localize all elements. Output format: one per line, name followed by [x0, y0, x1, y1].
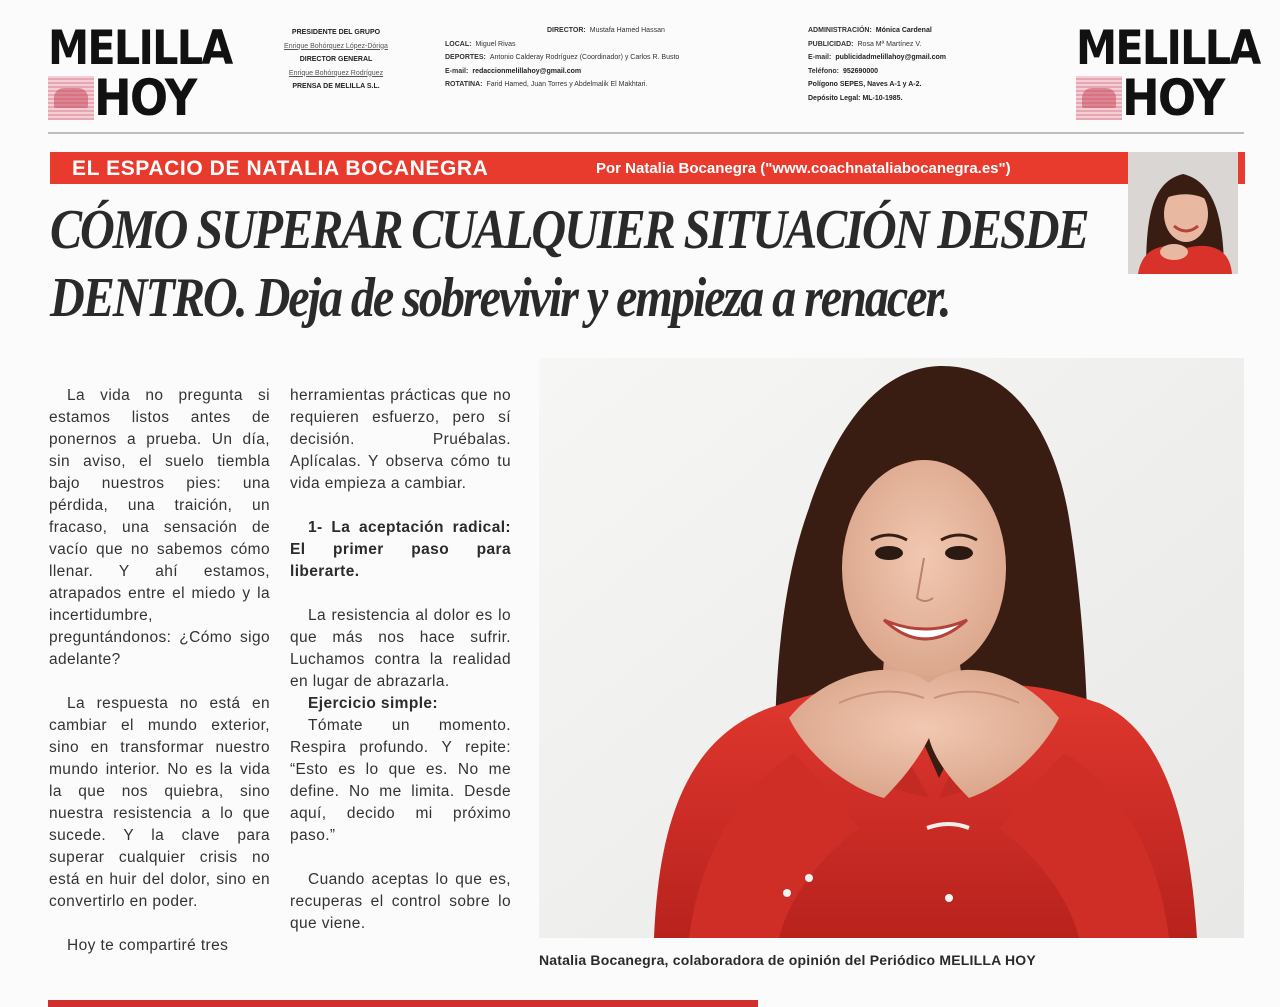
logo-photo-block [1076, 76, 1122, 120]
staff-email: redaccionmelillahoy@gmail.com [472, 67, 582, 75]
author-thumbnail [1128, 152, 1238, 274]
admin-email: publicidadmelillahoy@gmail.com [835, 54, 947, 61]
column2-heading-1: 1- La aceptación radical: El primer paso para liberarte. [290, 519, 511, 580]
column1-paragraph-2: La respuesta no está en cambiar el mundo exterior, sino en transformar nuestro mundo interior. No es la vida la que nos quiebra, sino nuestra resistencia a lo que sucede. Y la clave para superar cualquier crisis no está en huir del dolor, sino en convertirlo en poder. [49, 695, 270, 910]
logo-text-bottom: HOY [1122, 69, 1224, 127]
deposito-legal: Depósito Legal: ML-10-1985. [808, 94, 903, 102]
author-thumbnail-image [1128, 152, 1238, 274]
logo-right [1076, 21, 1260, 127]
director-name: Mustafa Hamed Hassan [589, 27, 665, 34]
admin-email-label: E-mail: [808, 54, 832, 61]
column1-paragraph-3: Hoy te compartiré tres [67, 937, 229, 954]
photo-caption: Natalia Bocanegra, colaboradora de opinión del Periódico MELILLA HOY [539, 952, 1036, 968]
administracion-name: Mónica Cardenal [875, 27, 932, 34]
group-credits [262, 26, 410, 94]
column2-paragraph-2: La resistencia al dolor es lo que más nos hace sufrir. Luchamos contra la realidad en lugar de abrazarla. [290, 607, 511, 690]
rotativa-names: Farid Hamed, Juan Torres y Abdelmalik El Makhtari. [486, 81, 648, 88]
column2-paragraph-3: Tómate un momento. Respira profundo. Y repite: “Esto es lo que es. No me define. No me limita. Desde aquí, decido mi próximo paso.” [290, 717, 511, 844]
article-column-2 [290, 385, 511, 935]
telefono-label: Teléfono: [808, 67, 839, 75]
admin-credits [808, 24, 1008, 105]
local-label: LOCAL: [445, 40, 472, 48]
headline [50, 196, 1140, 332]
publicidad-name: Rosa Mª Martínez V. [857, 40, 922, 48]
column1-paragraph-1: La vida no pregunta si estamos listos antes de ponernos a prueba. Un día, sin aviso, el suelo tiembla bajo nuestros pies: una pérdida, una traición, un fracaso, una sensación de vacío que no sabemos cómo llenar. Y ahí estamos, atrapados entre el miedo y la incertidumbre, preguntándonos: ¿Cómo sigo adelante? [49, 387, 270, 668]
director-label: DIRECTOR: [547, 27, 586, 34]
logo-photo-block [48, 76, 94, 120]
local-name: Miguel Rivas [475, 40, 516, 48]
exercise-label: Ejercicio simple: [308, 695, 438, 712]
deportes-name: Antonio Calderay Rodríguez (Coordinador) y Carlos R. Busto [489, 54, 680, 61]
staff-credits [445, 24, 775, 92]
logo-left [48, 21, 232, 127]
headline-line-1: CÓMO SUPERAR CUALQUIER SITUACIÓN DESDE [50, 199, 1088, 261]
section-title: EL ESPACIO DE NATALIA BOCANEGRA [72, 157, 489, 180]
logo-text-top: MELILLA [48, 21, 232, 76]
masthead-rule [48, 132, 1244, 134]
bottom-strip [48, 1000, 758, 1007]
company-name: PRENSA DE MELILLA S.L. [292, 83, 380, 90]
column2-paragraph-1: herramientas prácticas que no requieren esfuerzo, pero sí decisión. Pruébalas. Aplícalas. Y observa cómo tu vida empieza a cambiar. [290, 387, 511, 492]
section-band [50, 152, 1245, 184]
telefono: 952690000 [842, 67, 879, 75]
section-byline: Por Natalia Bocanegra ("www.coachnataliabocanegra.es") [596, 160, 1011, 177]
headline-line-2: DENTRO. Deja de sobrevivir y empieza a renacer. [50, 267, 950, 329]
author-photo-image [539, 358, 1244, 938]
logo-text-top: MELILLA [1076, 21, 1260, 76]
logo-text-bottom: HOY [94, 69, 196, 127]
poligono: Polígono SEPES, Naves A-1 y A-2. [808, 81, 922, 88]
author-photo [539, 358, 1244, 938]
rotativa-label: ROTATINA: [445, 81, 483, 88]
director-general-label: DIRECTOR GENERAL [299, 56, 373, 63]
director-general-name: Enrique Bohórquez Rodríguez [288, 69, 384, 77]
presidente-name: Enrique Bohórquez López-Dóriga [284, 42, 388, 50]
administracion-label: ADMINISTRACIÓN: [808, 27, 872, 34]
column2-paragraph-4: Cuando aceptas lo que es, recuperas el control sobre lo que viene. [290, 871, 511, 932]
deportes-label: DEPORTES: [445, 54, 486, 61]
article-column-1 [49, 385, 270, 957]
staff-email-label: E-mail: [445, 67, 469, 75]
publicidad-label: PUBLICIDAD: [808, 40, 854, 48]
presidente-label: PRESIDENTE DEL GRUPO [291, 29, 381, 36]
